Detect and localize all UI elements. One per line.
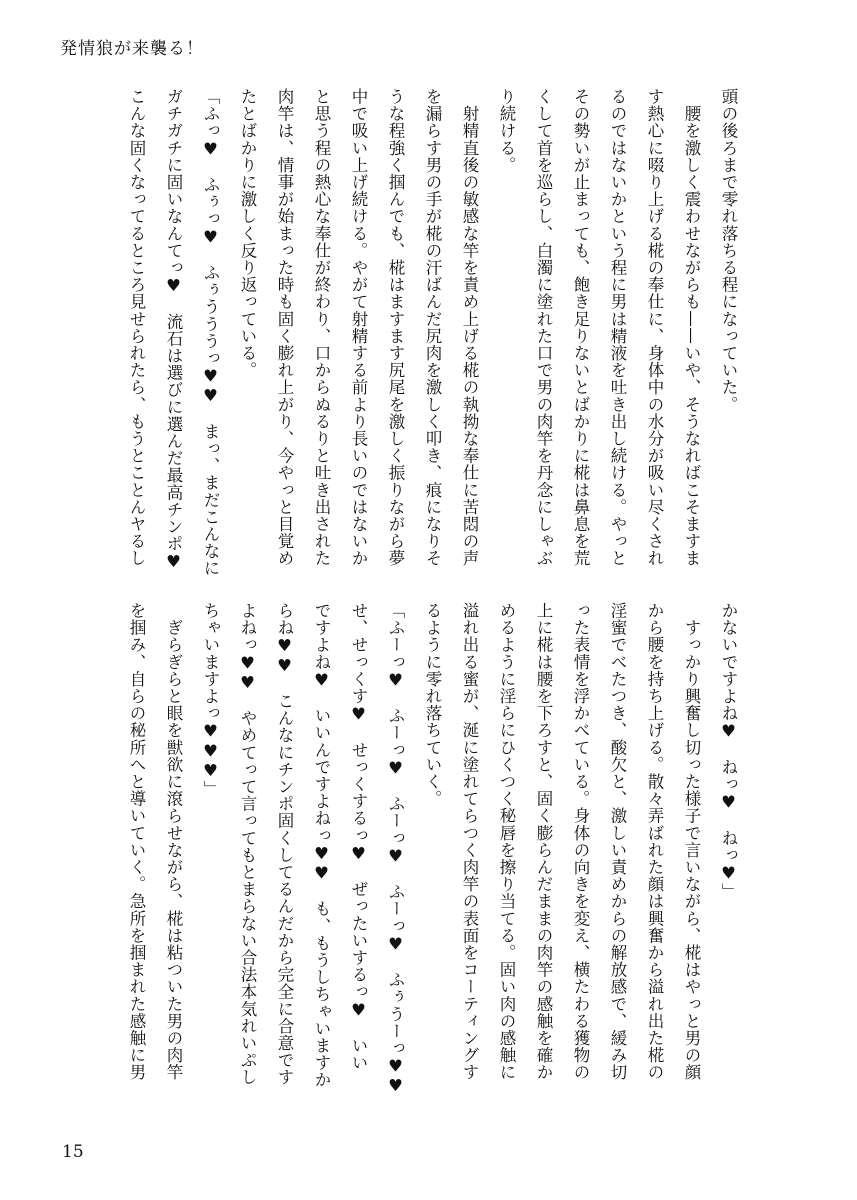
text-column: を漏らす男の手が椛の汗ばんだ尻肉を激しく叩き、痕になりそ bbox=[423, 88, 442, 567]
text-column: った表情を浮かべている。身体の向きを変え、横たわる獲物の bbox=[571, 602, 590, 1081]
text-column: こんな固くなってるところ見せられたら、もうとことんヤるし bbox=[127, 88, 146, 567]
text-column: 肉竿は、情事が始まった時も固く膨れ上がり、今やっと目覚め bbox=[275, 88, 294, 567]
text-column: せ、せっくす♥ せっくするっ♥ ぜったいするっ♥ いい bbox=[349, 602, 368, 1072]
text-column: るのではないかという程に男は精液を吐き出し続ける。やっと bbox=[608, 88, 627, 567]
text-column: るように零れ落ちていく。 bbox=[423, 602, 442, 808]
text-column: 「ふーっ♥ ふーっ♥ ふーっ♥ ふーっ♥ ふぅうーっ♥♥ bbox=[386, 602, 405, 1096]
text-column: を掴み、自らの秘所へと導いていく。急所を掴まれた感触に男 bbox=[127, 602, 146, 1081]
text-block-bottom bbox=[118, 602, 747, 1094]
text-column: ちゃいますよっ♥♥♥」 bbox=[201, 602, 220, 798]
text-column: らね♥♥ こんなにチンポ固くしてるんだから完全に合意です bbox=[275, 602, 294, 1086]
text-column: すっかり興奮し切った様子で言いながら、椛はやっと男の顔 bbox=[682, 602, 701, 1081]
text-column: り続ける。 bbox=[497, 88, 516, 174]
text-column: 「ふっ♥ ふぅっ♥ ふぅうううっ♥♥ まっ、まだこんなに bbox=[201, 88, 220, 577]
text-column: 射精直後の敏感な竿を責め上げる椛の執拗な奉仕に苦悶の声 bbox=[460, 88, 479, 567]
text-column: 淫蜜でべたつき、酸欠と、激しい責めからの解放感で、緩み切 bbox=[608, 602, 627, 1081]
text-column: ぎらぎらと眼を獣欲に滾らせながら、椛は粘ついた男の肉竿 bbox=[164, 602, 183, 1081]
text-column: から腰を持ち上げる。散々弄ばれた顔は興奮から溢れ出た椛の bbox=[645, 602, 664, 1081]
page-number: 15 bbox=[62, 1142, 84, 1162]
text-column: 腰を激しく震わせながらも——いや、そうなればこそますま bbox=[682, 88, 701, 567]
text-column: よねっ♥♥ やめてって言ってもとまらない合法本気れいぷし bbox=[238, 602, 257, 1086]
text-column: 上に椛は腰を下ろすと、固く膨らんだままの肉竿の感触を確か bbox=[534, 602, 553, 1081]
text-column: その勢いが止まっても、飽き足りないとばかりに椛は鼻息を荒 bbox=[571, 88, 590, 567]
text-column: かないですよね♥ ねっ♥ ねっ♥」 bbox=[719, 602, 738, 901]
running-head-title: 発情狼が来襲る！ bbox=[60, 39, 204, 59]
text-column: 頭の後ろまで零れ落ちる程になっていた。 bbox=[719, 88, 738, 413]
text-column: ガチガチに固いなんてっ♥ 流石は選びに選んだ最高チンポ♥ bbox=[164, 88, 183, 572]
text-block-top bbox=[118, 88, 747, 580]
text-column: 溢れ出る蜜が、涎に塗れてらつく肉竿の表面をコーティングす bbox=[460, 602, 479, 1081]
text-column: めるように淫らにひくつく秘唇を擦り当てる。固い肉の感触に bbox=[497, 602, 516, 1081]
text-column: うな程強く掴んでも、椛はますます尻尾を激しく振りながら夢 bbox=[386, 88, 405, 567]
text-column: たとばかりに激しく反り返っている。 bbox=[238, 88, 257, 379]
text-column: くして首を巡らし、白濁に塗れた口で男の肉竿を丹念にしゃぶ bbox=[534, 88, 553, 567]
text-column: す熱心に啜り上げる椛の奉仕に、身体中の水分が吸い尽くされ bbox=[645, 88, 664, 567]
text-column: ですよね♥ いいんですよねっ♥♥ も、もうしちゃいますか bbox=[312, 602, 331, 1089]
text-column: と思う程の熱心な奉仕が終わり、口からぬるりと吐き出された bbox=[312, 88, 331, 567]
text-column: 中で吸い上げ続ける。やがて射精する前より長いのではないか bbox=[349, 88, 368, 567]
